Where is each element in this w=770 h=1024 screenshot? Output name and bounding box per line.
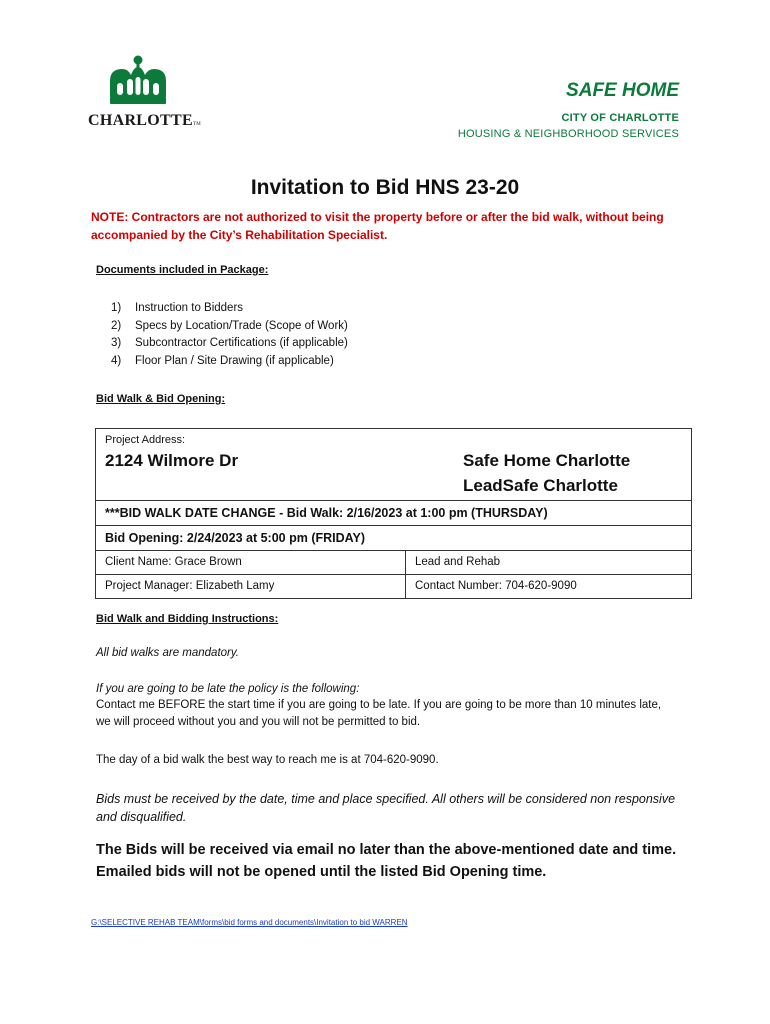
charlotte-logo bbox=[88, 55, 202, 130]
header-block bbox=[458, 80, 679, 140]
client-name: Client Name: Grace Brown bbox=[96, 551, 406, 574]
bid-walk-date: ***BID WALK DATE CHANGE - Bid Walk: 2/16/2023 at 1:00 pm (THURSDAY) bbox=[96, 501, 691, 526]
program-name-2: LeadSafe Charlotte bbox=[463, 476, 618, 495]
work-type: Lead and Rehab bbox=[415, 556, 501, 568]
documents-label: Documents included in Package: bbox=[96, 264, 269, 276]
late-policy-heading: If you are going to be late the policy is the following: bbox=[96, 683, 360, 695]
received-text: Bids must be received by the date, time and place specified. All others will be considered non responsive and disqualified. bbox=[96, 792, 676, 824]
header-city: CITY OF CHARLOTTE bbox=[561, 112, 679, 124]
bid-info-table bbox=[95, 428, 692, 599]
table-row bbox=[96, 575, 691, 598]
late-policy-text: Contact me BEFORE the start time if you are going to be late. If you are going to be more than 10 minutes late, we will proceed without you and you will not be permitted to bid. bbox=[96, 699, 662, 728]
mandatory-text: All bid walks are mandatory. bbox=[96, 647, 239, 659]
contact-phone-text: The day of a bid walk the best way to reach me is at 704-620-9090. bbox=[96, 754, 439, 766]
document-title: Invitation to Bid HNS 23-20 bbox=[250, 176, 520, 199]
list-item: 1) Instruction to Bidders bbox=[111, 302, 244, 314]
project-manager: Project Manager: Elizabeth Lamy bbox=[96, 575, 406, 598]
logo-wordmark: CHARLOTTETM bbox=[88, 112, 202, 129]
project-address: 2124 Wilmore Dr bbox=[105, 451, 239, 470]
contractor-note: NOTE: Contractors are not authorized to visit the property before or after the bid walk, without being accompanied by the City’s Rehabilitation Specialist. bbox=[91, 210, 664, 242]
program-name-1: Safe Home Charlotte bbox=[463, 451, 631, 470]
table-row bbox=[96, 551, 691, 575]
list-item: 2) Specs by Location/Trade (Scope of Work) bbox=[111, 319, 348, 332]
bid-opening-date: Bid Opening: 2/24/2023 at 5:00 pm (FRIDAY) bbox=[96, 526, 691, 551]
project-address-label: Project Address: bbox=[105, 434, 186, 446]
header-title: SAFE HOME bbox=[566, 80, 679, 101]
bid-walk-label: Bid Walk & Bid Opening: bbox=[96, 393, 226, 405]
header-department: HOUSING & NEIGHBORHOOD SERVICES bbox=[457, 128, 679, 140]
instructions-label: Bid Walk and Bidding Instructions: bbox=[96, 613, 279, 625]
crown-icon bbox=[88, 55, 194, 111]
list-item: 3) Subcontractor Certifications (if applicable) bbox=[111, 337, 348, 349]
project-address-cell bbox=[96, 429, 691, 501]
file-path-link[interactable]: G:\SELECTIVE REHAB TEAM\forms\bid forms and documents\Invitation to bid WARREN bbox=[91, 918, 408, 927]
list-item: 4) Floor Plan / Site Drawing (if applicable) bbox=[111, 354, 334, 367]
contact-number: Contact Number: 704-620-9090 bbox=[415, 580, 577, 592]
email-bids-text: The Bids will be received via email no later than the above-mentioned date and time. Emailed bids will not be opened until the listed Bid Opening time. bbox=[96, 842, 677, 880]
documents-list bbox=[111, 300, 348, 370]
